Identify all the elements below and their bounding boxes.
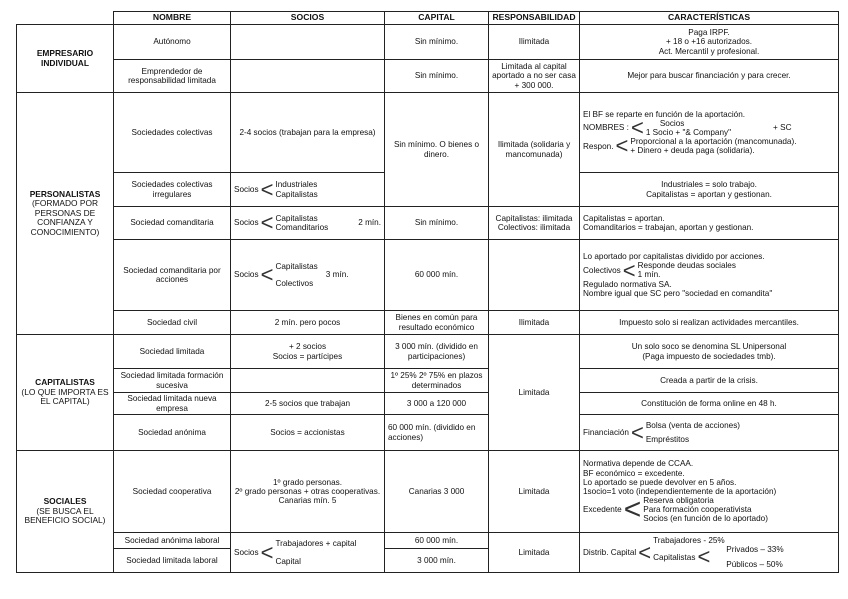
cell-car [580, 240, 839, 311]
cell-capital: Canarias 3 000 [385, 451, 489, 533]
car-line: Comanditarios = trabajan, aportan y gestionan. [583, 223, 754, 232]
cell-resp [489, 240, 580, 311]
car-branch: Privados – 33% [726, 545, 784, 555]
car-label: Excedente [583, 505, 622, 515]
socios-label: Socios [234, 547, 259, 557]
cell-socios: 2-4 socios (trabajan para la empresa) [231, 93, 385, 173]
table-row [17, 369, 839, 393]
car-line: Regulado normativa SA. [583, 279, 672, 289]
brace-icon: < [697, 544, 711, 570]
cell-name: Sociedad anónima [114, 415, 231, 451]
cell-car: Constitución de forma online en 48 h. [580, 393, 839, 415]
header-row [17, 12, 839, 25]
car-line: + 18 o +16 autorizados. [665, 37, 753, 47]
socios-line: + 2 socios [288, 342, 327, 352]
car-branch: Proporcional a la aportación (mancomunada). [630, 137, 797, 147]
brace-icon: < [630, 419, 644, 445]
socios-line: Canarias mín. 5 [278, 496, 337, 506]
table-row [17, 533, 839, 549]
category-title: CAPITALISTAS [35, 377, 95, 388]
category-sociales [17, 451, 114, 573]
socios-branch: Comanditarios [275, 223, 329, 232]
cell-car [580, 335, 839, 369]
socios-branch-group [234, 176, 381, 202]
header-caracteristicas: CARACTERÍSTICAS [580, 12, 839, 25]
car-distrib-group [583, 536, 835, 569]
cell-capital: 3 000 a 120 000 [385, 393, 489, 415]
table-row [17, 451, 839, 533]
cell-capital: 60 000 mín. (dividido en acciones) [385, 415, 489, 451]
socios-line: 1º grado personas. [273, 477, 342, 487]
cell-car: Mejor para buscar financiación y para crecer. [580, 60, 839, 93]
table-row [17, 240, 839, 311]
car-label: Financiación [583, 427, 629, 437]
cell-capital: Sin mínimo. O bienes o dinero. [385, 93, 489, 207]
header-capital: CAPITAL [385, 12, 489, 25]
cell-resp: Ilimitada (solidaria y mancomunada) [489, 93, 580, 207]
socios-branches [275, 214, 328, 232]
socios-branch-group [234, 210, 381, 236]
brace-icon: < [630, 115, 644, 141]
car-line: Capitalistas = aportan y gestionan. [646, 189, 772, 199]
brace-icon: < [638, 539, 652, 565]
socios-label: Socios [234, 184, 259, 194]
socios-branch-group [234, 539, 381, 565]
cell-capital: 60 000 mín. [385, 240, 489, 311]
cell-capital: 3 000 mín. [385, 549, 489, 573]
brace-icon: < [260, 210, 274, 236]
car-branch: Responde deudas sociales [637, 261, 736, 271]
cell-car [580, 533, 839, 573]
cell-capital: Bienes en común para resultado económico [385, 311, 489, 335]
car-branch: 1 Socio + "& Company" [645, 127, 732, 137]
car-branches [646, 421, 740, 444]
car-branches [643, 496, 768, 524]
car-branches [653, 536, 784, 569]
cell-resp: Limitada [489, 335, 580, 451]
cell-car [580, 415, 839, 451]
car-line: El BF se reparte en función de la aportación. [583, 109, 746, 119]
socios-branches [275, 180, 317, 198]
category-title: PERSONALISTAS [29, 188, 101, 199]
car-line: Industriales = solo trabajo. [661, 180, 757, 190]
car-line: 1socio=1 voto (independientemente de la aportación) [583, 486, 777, 496]
socios-branch: Capitalistas [275, 261, 318, 271]
table-row [17, 311, 839, 335]
cell-name: Emprendedor de responsabilidad limitada [114, 60, 231, 93]
socios-label: Socios [234, 218, 259, 228]
car-line: Un solo soco se denomina SL Unipersonal [631, 342, 787, 352]
socios-branch: Capitalistas [275, 213, 318, 223]
cell-socios [231, 173, 385, 207]
cell-capital: Sin mínimo. [385, 60, 489, 93]
cell-socios [231, 533, 385, 573]
car-excedente-group [583, 492, 835, 526]
cell-car: Impuesto solo si realizan actividades mercantiles. [580, 311, 839, 335]
car-branch: Trabajadores - 25% [653, 536, 725, 546]
car-line: Lo aportado se puede devolver en 5 años. [583, 477, 737, 487]
category-personalistas [17, 93, 114, 335]
car-branches [630, 137, 796, 155]
category-note: (FORMADO POR PERSONAS DE CONFIANZA Y CONOCIMIENTO) [30, 198, 100, 237]
table-row [17, 25, 839, 60]
socios-branch: Trabajadores + capital [275, 539, 357, 549]
category-note: (SE BUSCA EL BENEFICIO SOCIAL) [24, 505, 106, 526]
car-financiacion-group [583, 421, 835, 444]
cell-resp: Capitalistas: ilimitada Colectivos: ilimitada [489, 207, 580, 240]
cell-resp: Ilimitada [489, 25, 580, 60]
cell-resp: Limitada [489, 451, 580, 533]
brace-icon: < [260, 176, 274, 202]
table-row [17, 60, 839, 93]
header-nombre: NOMBRE [114, 12, 231, 25]
brace-icon: < [615, 133, 629, 159]
socios-branch: Colectivos [275, 279, 314, 288]
cell-resp: Limitada al capital aportado a no ser casa + 300 000. [489, 60, 580, 93]
car-respon-group [583, 133, 835, 159]
cell-car [580, 207, 839, 240]
car-label: Respon. [583, 141, 614, 151]
car-line: Lo aportado por capitalistas dividido por acciones. [583, 252, 765, 262]
car-label: NOMBRES : [583, 123, 629, 133]
cell-car [580, 93, 839, 173]
socios-branch-group [234, 262, 381, 288]
cell-socios [231, 240, 385, 311]
brace-icon: < [260, 262, 274, 288]
cell-name: Sociedades colectivas irregulares [114, 173, 231, 207]
cell-name: Sociedad cooperativa [114, 451, 231, 533]
cell-name: Sociedad limitada formación sucesiva [114, 369, 231, 393]
cell-capital: 3 000 mín. (dividido en participaciones) [385, 335, 489, 369]
socios-min: 2 mín. [358, 218, 381, 228]
table-row [17, 335, 839, 369]
cell-capital: 1º 25% 2º 75% en plazos determinados [385, 369, 489, 393]
car-branch: Públicos – 50% [726, 559, 783, 569]
socios-branch: Capitalistas [275, 189, 318, 199]
car-label: Colectivos [583, 265, 621, 275]
cell-car [580, 173, 839, 207]
car-line: BF económico = excedente. [583, 468, 685, 478]
socios-branch: Capital [275, 556, 301, 566]
header-blank [17, 12, 114, 25]
header-socios: SOCIOS [231, 12, 385, 25]
car-line: Paga IRPF. [688, 28, 730, 38]
socios-label: Socios [234, 270, 259, 280]
car-line: Capitalistas = aportan. [583, 213, 665, 223]
company-types-table [16, 11, 839, 573]
cell-resp: Ilimitada [489, 311, 580, 335]
category-empresario: EMPRESARIO INDIVIDUAL [17, 25, 114, 93]
car-branch: Socios (en función de lo aportado) [643, 514, 768, 524]
cell-name: Sociedad anónima laboral [114, 533, 231, 549]
socios-branches [275, 262, 317, 288]
car-capitalistas-group [653, 545, 784, 568]
car-sub-branches [712, 545, 783, 568]
table-row [17, 207, 839, 240]
category-title: SOCIALES [43, 496, 87, 507]
socios-branches [275, 539, 356, 565]
cell-socios [231, 60, 385, 93]
car-branch: Socios [659, 118, 685, 128]
cell-socios: 2-5 socios que trabajan [231, 393, 385, 415]
socios-min: 3 mín. [325, 270, 349, 280]
table-row [17, 415, 839, 451]
header-responsabilidad: RESPONSABILIDAD [489, 12, 580, 25]
car-branch: Para formación cooperativista [643, 505, 752, 515]
car-branches [646, 119, 731, 137]
cell-socios: 2 mín. pero pocos [231, 311, 385, 335]
cell-socios: Socios = accionistas [231, 415, 385, 451]
cell-name: Sociedad comanditaria por acciones [114, 240, 231, 311]
car-line: Nombre igual que SC pero "sociedad en comandita" [583, 288, 773, 298]
cell-car [580, 25, 839, 60]
cell-socios [231, 25, 385, 60]
cell-name: Autónomo [114, 25, 231, 60]
car-branch: 1 mín. [637, 270, 661, 280]
brace-icon: < [260, 539, 274, 565]
table-row [17, 93, 839, 173]
car-line: Normativa depende de CCAA. [583, 459, 694, 469]
cell-car: Creada a partir de la crisis. [580, 369, 839, 393]
cell-name: Sociedad civil [114, 311, 231, 335]
car-label: Distrib. Capital [583, 547, 637, 557]
car-line: (Paga impuesto de sociedades tmb). [642, 351, 776, 361]
cell-name: Sociedad limitada [114, 335, 231, 369]
cell-name: Sociedad limitada nueva empresa [114, 393, 231, 415]
car-branch: Bolsa (venta de acciones) [645, 420, 741, 430]
table-row [17, 393, 839, 415]
car-branches [638, 261, 736, 279]
cell-name: Sociedad comanditaria [114, 207, 231, 240]
cell-socios [231, 451, 385, 533]
car-label: Capitalistas [653, 552, 696, 562]
car-note: + SC [773, 123, 792, 133]
cell-capital: Sin mínimo. [385, 207, 489, 240]
brace-icon: < [622, 257, 636, 283]
brace-icon: < [623, 492, 642, 526]
socios-line: Socios = partícipes [272, 351, 343, 361]
cell-capital: Sin mínimo. [385, 25, 489, 60]
cell-socios [231, 369, 385, 393]
car-line: Act. Mercantil y profesional. [658, 46, 760, 56]
socios-line: 2º grado personas + otras cooperativas. [234, 486, 381, 496]
car-branch: Empréstitos [645, 435, 690, 444]
cell-name: Sociedad limitada laboral [114, 549, 231, 573]
category-capitalistas [17, 335, 114, 451]
category-note: (LO QUE IMPORTA ES EL CAPITAL) [21, 386, 109, 407]
cell-socios [231, 207, 385, 240]
car-branch: Reserva obligatoria [643, 496, 714, 506]
socios-branch: Industriales [275, 180, 318, 190]
cell-capital: 60 000 mín. [385, 533, 489, 549]
cell-name: Sociedades colectivas [114, 93, 231, 173]
cell-car [580, 451, 839, 533]
car-branch: + Dinero + deuda paga (solidaria). [630, 146, 755, 156]
cell-socios [231, 335, 385, 369]
cell-resp: Limitada [489, 533, 580, 573]
